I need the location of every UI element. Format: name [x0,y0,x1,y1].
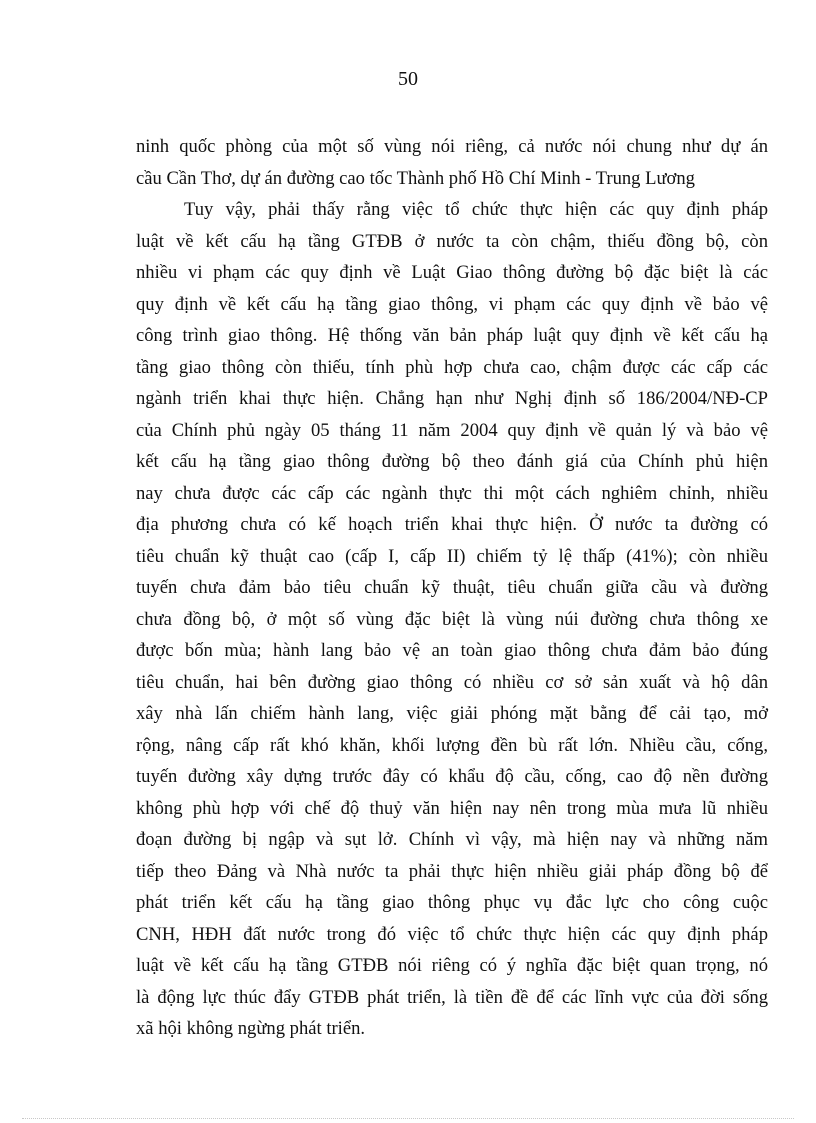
text-line: quy định về kết cấu hạ tầng giao thông, vi phạm các quy định về bảo vệ [136,293,768,315]
text-line: tuyến chưa đảm bảo tiêu chuẩn kỹ thuật, tiêu chuẩn giữa cầu và đường [136,577,768,598]
text-line: luật về kết cấu hạ tầng GTĐB nói riêng có ý nghĩa đặc biệt quan trọng, nó [136,955,768,976]
text-line: không phù hợp với chế độ thuỷ văn hiện nay nên trong mùa mưa lũ nhiều [136,797,768,819]
text-line: tiêu chuẩn kỹ thuật cao (cấp I, cấp II) chiếm tỷ lệ thấp (41%); còn nhiều [136,545,768,567]
text-line: của Chính phủ ngày 05 tháng 11 năm 2004 quy định về quản lý và bảo vệ [136,419,768,441]
text-line: ninh quốc phòng của một số vùng nói riêng, cả nước nói chung như dự án [136,136,768,157]
text-line: xã hội không ngừng phát triển. [136,1018,366,1039]
text-line: tuyến đường xây dựng trước đây có khẩu độ cầu, cống, cao độ nền đường [136,766,768,787]
text-line: rộng, nâng cấp rất khó khăn, khối lượng đền bù rất lớn. Nhiều cầu, cống, [136,734,768,756]
text-line: luật về kết cấu hạ tầng GTĐB ở nước ta còn chậm, thiếu đồng bộ, còn [136,230,768,252]
text-line: tiếp theo Đảng và Nhà nước ta phải thực hiện nhiều giải pháp đồng bộ để [136,860,768,882]
page-number: 50 [398,68,418,90]
text-line: Tuy vậy, phải thấy rằng việc tổ chức thực hiện các quy định pháp [184,199,768,220]
text-line: ngành triển khai thực hiện. Chẳng hạn như Nghị định số 186/2004/NĐ-CP [136,388,768,409]
text-line: nay chưa được các cấp các ngành thực thi một cách nghiêm chỉnh, nhiều [136,482,768,504]
text-line: địa phương chưa có kế hoạch triển khai thực hiện. Ở nước ta đường có [136,514,768,535]
page-bottom-divider [22,1118,794,1119]
text-line: kết cấu hạ tầng giao thông đường bộ theo đánh giá của Chính phủ hiện [136,451,768,472]
text-line: đoạn đường bị ngập và sụt lở. Chính vì vậy, mà hiện nay và những năm [136,829,768,850]
text-line: tầng giao thông còn thiếu, tính phù hợp chưa cao, chậm được các cấp các [136,356,768,378]
text-line: cầu Cần Thơ, dự án đường cao tốc Thành phố Hồ Chí Minh - Trung Lương [136,167,695,189]
text-line: được bốn mùa; hành lang bảo vệ an toàn giao thông chưa đảm bảo đúng [136,640,768,661]
text-line: chưa đồng bộ, ở một số vùng đặc biệt là vùng núi đường chưa thông xe [136,608,768,630]
text-line: nhiều vi phạm các quy định về Luật Giao thông đường bộ đặc biệt là các [136,262,768,283]
text-line: xây nhà lấn chiếm hành lang, việc giải phóng mặt bằng để cải tạo, mở [136,703,768,724]
text-line: phát triển kết cấu hạ tầng giao thông phục vụ đắc lực cho công cuộc [136,892,768,913]
text-line: công trình giao thông. Hệ thống văn bản pháp luật quy định về kết cấu hạ [136,325,768,346]
document-body [136,131,768,1045]
text-line: là động lực thúc đẩy GTĐB phát triển, là tiền đề để các lĩnh vực của đời sống [136,986,768,1008]
text-line: CNH, HĐH đất nước trong đó việc tổ chức thực hiện các quy định pháp [136,923,768,945]
text-line: tiêu chuẩn, hai bên đường giao thông có nhiều cơ sở sản xuất và hộ dân [136,671,768,693]
